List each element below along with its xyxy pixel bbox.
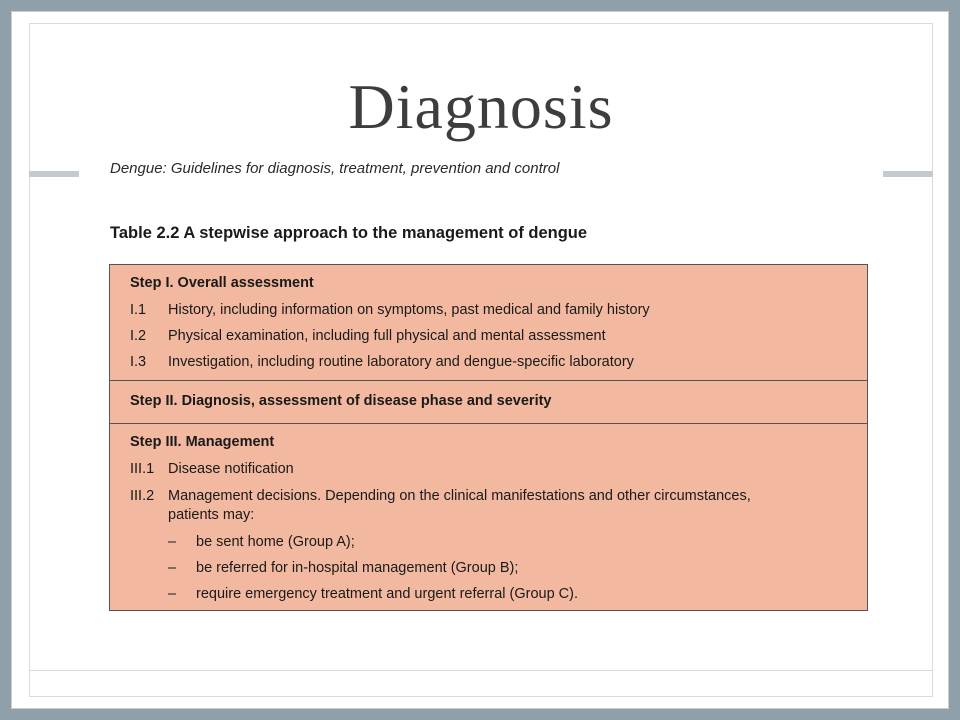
step-1-section <box>110 265 867 380</box>
table-row <box>130 354 850 370</box>
title-accent-bar-right <box>883 171 933 177</box>
table-row <box>130 302 850 318</box>
list-item-text: be referred for in-hospital management (Group B); <box>196 560 519 576</box>
management-table <box>109 264 868 611</box>
row-code: I.2 <box>130 328 147 344</box>
step-2-title: Step II. Diagnosis, assessment of disease phase and severity <box>130 393 552 409</box>
row-text: Management decisions. Depending on the clinical manifestations and other circumstances, <box>168 488 751 504</box>
step-3-section <box>110 424 867 610</box>
list-item <box>168 534 355 550</box>
table-row <box>130 461 850 477</box>
footer-divider <box>29 670 933 671</box>
row-continuation: patients may: <box>168 507 255 523</box>
table-row <box>130 328 850 344</box>
list-item-text: require emergency treatment and urgent referral (Group C). <box>196 586 579 602</box>
row-code: I.3 <box>130 354 147 370</box>
slide-title: Diagnosis <box>348 71 614 142</box>
table-row <box>130 488 850 504</box>
list-dash: – <box>168 560 177 576</box>
row-text: Physical examination, including full physical and mental assessment <box>168 328 606 344</box>
list-item-text: be sent home (Group A); <box>196 534 355 550</box>
row-text: Disease notification <box>168 461 294 477</box>
table-caption: Table 2.2 A stepwise approach to the management of dengue <box>110 224 588 242</box>
row-code: III.2 <box>130 488 155 504</box>
list-item <box>168 560 518 576</box>
slide <box>11 11 949 709</box>
row-text: History, including information on symptoms, past medical and family history <box>168 302 650 318</box>
list-dash: – <box>168 534 177 550</box>
row-code: III.1 <box>130 461 155 477</box>
list-dash: – <box>168 586 177 602</box>
step-3-title: Step III. Management <box>130 434 275 450</box>
step-2-section <box>110 380 867 424</box>
document-header: Dengue: Guidelines for diagnosis, treatment, prevention and control <box>110 160 560 177</box>
step-1-title: Step I. Overall assessment <box>130 275 314 291</box>
list-item <box>168 586 578 602</box>
row-text: Investigation, including routine laboratory and dengue-specific laboratory <box>168 354 634 370</box>
row-code: I.1 <box>130 302 147 318</box>
title-accent-bar-left <box>29 171 79 177</box>
